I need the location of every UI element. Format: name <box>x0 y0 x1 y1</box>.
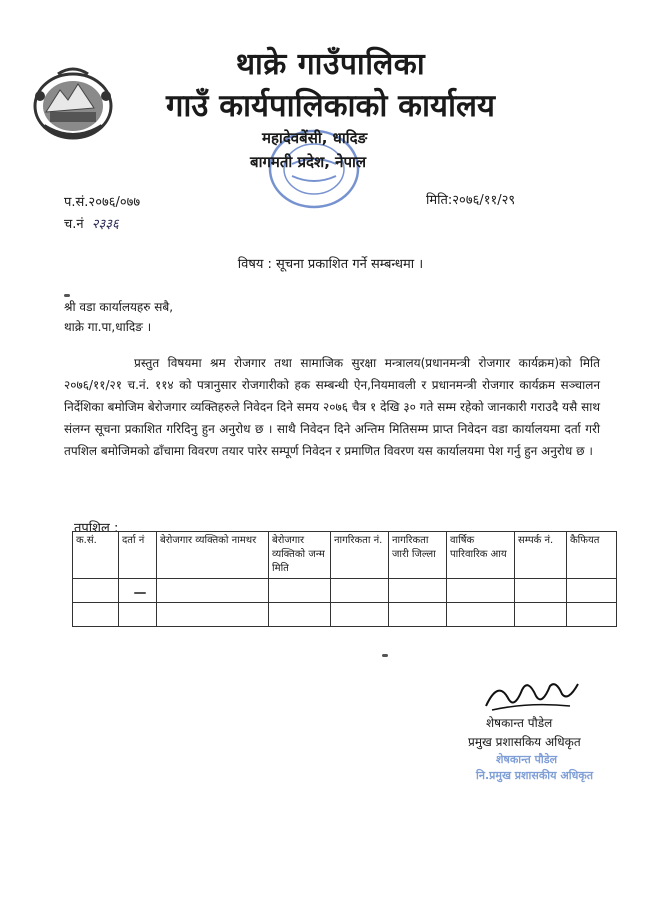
paper-speck <box>382 654 388 657</box>
table-header-cell: कैफियत <box>567 532 617 579</box>
table-header-cell: क.सं. <box>73 532 119 579</box>
table-cell <box>515 603 567 627</box>
municipality-title: थाक्रे गाउँपालिका <box>235 47 426 82</box>
table-header-cell: नागरिकता नं. <box>331 532 389 579</box>
table-cell <box>567 603 617 627</box>
letter-subject: विषय : सूचना प्रकाशित गर्ने सम्बन्धमा । <box>237 257 424 272</box>
signatory-title: प्रमुख प्रशासकिय अधिकृत <box>468 735 581 749</box>
reference-number: प.सं.२०७६/०७७ <box>64 195 141 210</box>
table-cell <box>515 579 567 603</box>
table-header-cell: दर्ता नं <box>119 532 157 579</box>
table-header-cell: बेरोजगार व्यक्तिको जन्म मिति <box>269 532 331 579</box>
table-cell <box>73 579 119 603</box>
recipient-line-2: थाक्रे गा.पा,धादिङ । <box>64 320 152 334</box>
paper-speck <box>134 592 146 594</box>
table-header-cell: बेरोजगार व्यक्तिको नामथर <box>157 532 269 579</box>
details-table <box>72 531 617 627</box>
table-cell <box>269 603 331 627</box>
table-cell <box>331 603 389 627</box>
table-cell <box>389 579 447 603</box>
stamp-name: शेषकान्त पौडेल <box>496 753 558 766</box>
dispatch-value: २३३६ <box>91 217 119 232</box>
table-cell <box>73 603 119 627</box>
dispatch-number <box>64 214 119 232</box>
table-row <box>73 579 617 603</box>
table-row <box>73 603 617 627</box>
recipient-line-1: श्री वडा कार्यालयहरु सबै, <box>64 300 174 314</box>
letter-date: मिति:२०७६/११/२९ <box>426 193 516 208</box>
table-label: तपशिल : <box>74 521 119 536</box>
stamp-title: नि.प्रमुख प्रशासकीय अधिकृत <box>476 769 594 782</box>
table-cell <box>331 579 389 603</box>
table-cell <box>389 603 447 627</box>
address-line-1: महादेवबेंसी, धादिङ <box>262 129 368 147</box>
office-title: गाउँ कार्यपालिकाको कार्यालय <box>165 88 496 124</box>
table-cell <box>157 603 269 627</box>
table-cell <box>157 579 269 603</box>
paper-speck <box>64 294 70 297</box>
table-cell <box>119 579 157 603</box>
table-cell <box>269 579 331 603</box>
address-line-2: बागमती प्रदेश, नेपाल <box>250 153 367 171</box>
table-cell <box>567 579 617 603</box>
signatory-name: शेषकान्त पौडेल <box>486 716 553 730</box>
table-cell <box>447 603 515 627</box>
letter-body: प्रस्तुत विषयमा श्रम रोजगार तथा सामाजिक सुरक्षा मन्त्रालय(प्रधानमन्त्री रोजगार कार्यक्रम)को मिति २०७६/११/२१ च.नं. ११४ को पत्रानुसार रोजगारीको हक सम्बन्धी ऐन,नियमावली र प्रधानमन्त्री रोजगार कार्यक्रम सञ्चालन निर्देशिका बमोजिम बेरोजगार व्यक्तिहरुले निवेदन दिने समय २०७६ चैत्र १ देखि ३० गते सम्म रहेको जानकारी गराउदै यसै साथ संलग्न सूचना प्रकाशित गरिदिनु हुन अनुरोध छ । साथै निवेदन दिने अन्तिम मितिसम्म प्राप्त निवेदन वडा कार्यालयमा दर्ता गरी तपशिल बमोजिमको ढाँचामा विवरण तयार पारेर सम्पूर्ण निवेदन र प्रमाणित विवरण यस कार्यालयमा पेश गर्नु हुन अनुरोध छ । <box>64 356 600 458</box>
table-cell <box>447 579 515 603</box>
table-cell <box>119 603 157 627</box>
table-header-row <box>73 532 617 579</box>
table-header-cell: नागरिकता जारी जिल्ला <box>389 532 447 579</box>
table-header-cell: वार्षिक पारिवारिक आय <box>447 532 515 579</box>
signature-icon <box>478 676 588 716</box>
dispatch-label: च.नं <box>64 217 84 232</box>
table-header-cell: सम्पर्क नं. <box>515 532 567 579</box>
